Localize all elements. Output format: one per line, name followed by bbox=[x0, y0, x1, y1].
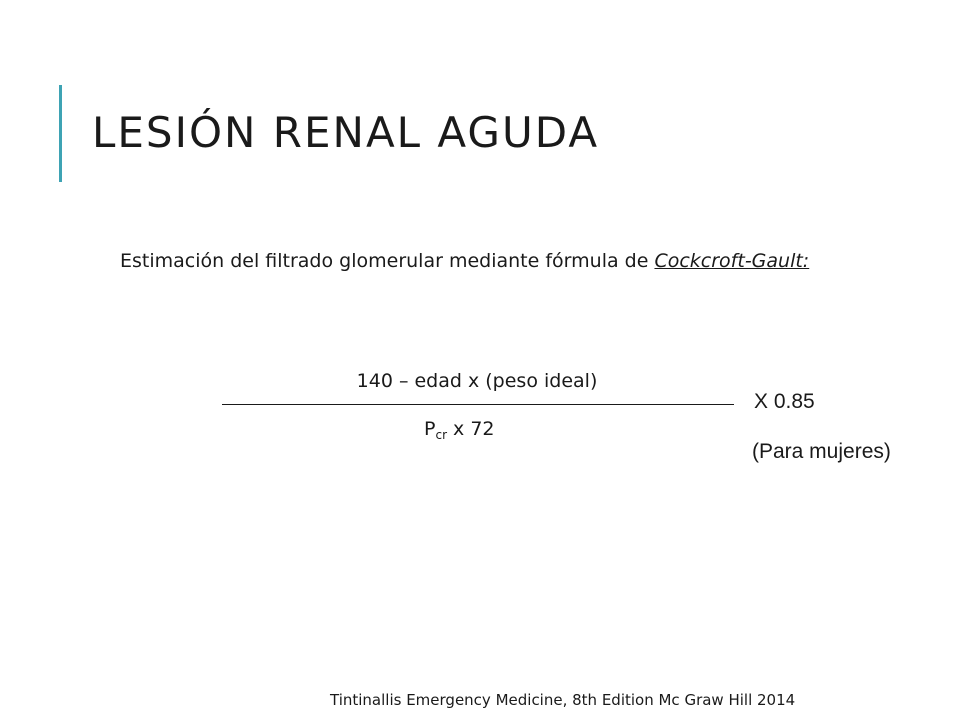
formula-multiplier: X 0.85 bbox=[754, 390, 815, 413]
formula-note: (Para mujeres) bbox=[752, 440, 891, 463]
formula-denominator bbox=[424, 418, 495, 442]
cockcroft-gault-link[interactable]: Cockcroft-Gault: bbox=[654, 250, 810, 272]
intro-sentence: Estimación del filtrado glomerular mediante fórmula de bbox=[120, 250, 655, 272]
fraction-line bbox=[222, 404, 734, 405]
denominator-prefix: P bbox=[424, 418, 436, 440]
slide-title: LESIÓN RENAL AGUDA bbox=[92, 108, 600, 157]
citation: Tintinallis Emergency Medicine, 8th Edition Mc Graw Hill 2014 bbox=[330, 691, 796, 709]
denominator-subscript: cr bbox=[435, 428, 447, 442]
denominator-suffix: x 72 bbox=[447, 418, 495, 440]
title-accent-bar bbox=[59, 85, 62, 182]
intro-text bbox=[94, 248, 834, 274]
formula-numerator: 140 – edad x (peso ideal) bbox=[356, 370, 598, 392]
